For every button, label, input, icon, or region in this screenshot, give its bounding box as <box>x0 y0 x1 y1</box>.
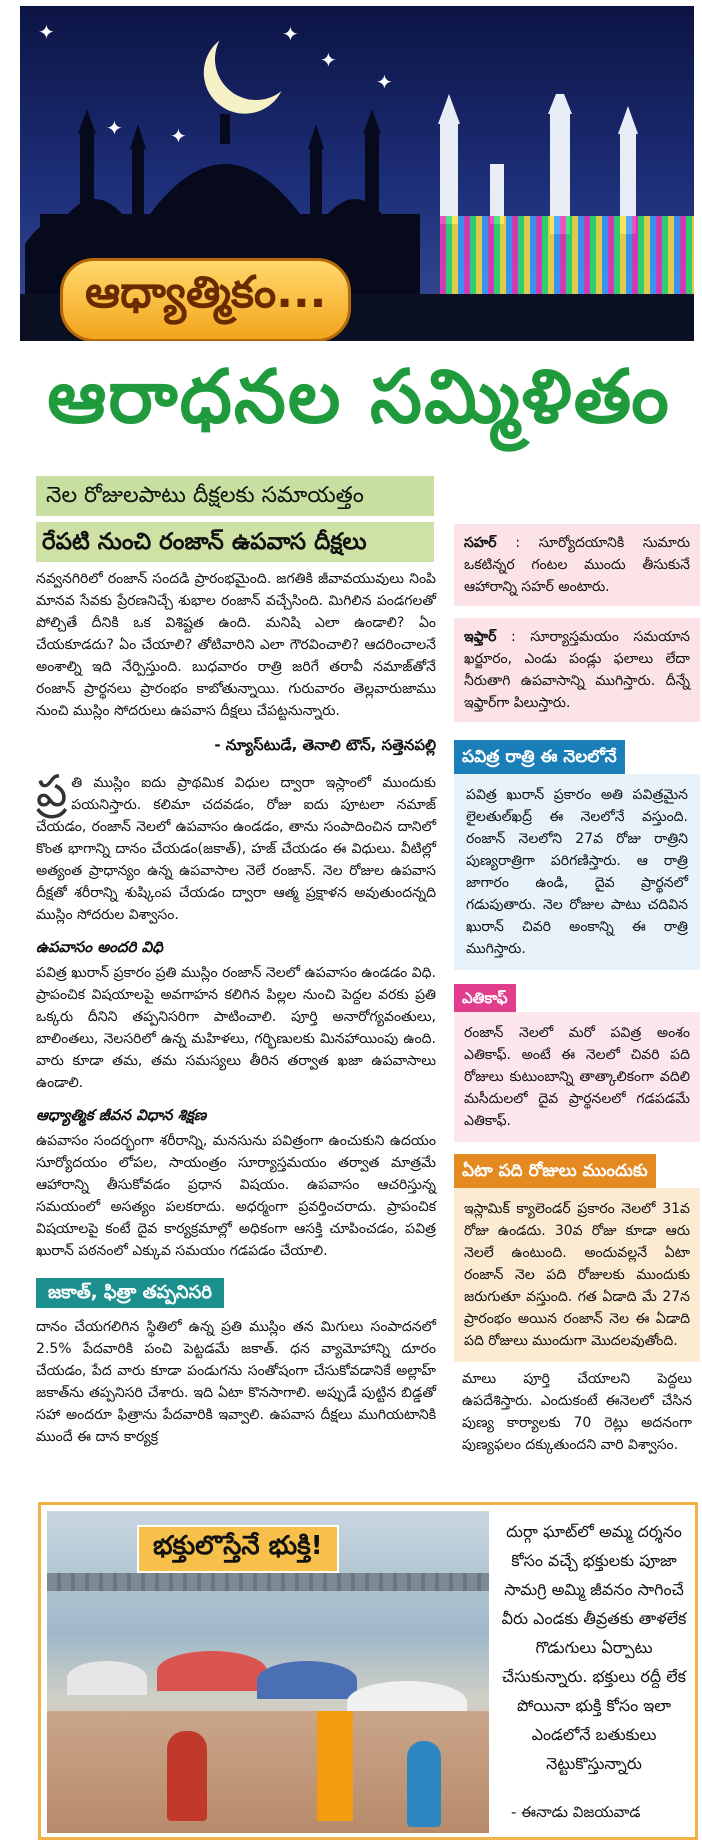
box-heading: పవిత్ర రాత్రి ఈ నెలలోనే <box>454 740 625 774</box>
vendor <box>407 1741 441 1827</box>
photo-story-title: భక్తులొస్తేనే భుక్తి! <box>137 1525 339 1573</box>
paragraph-text: తి ముస్లిం ఐదు ప్రాథమిక విధుల ద్వారా ఇస్లాంలో ముందుకు పయనిస్తారు. కలిమా చదవడం, రోజు ఐదు పూటలా నమాజ్ చేయడం, రంజాన్ నెలలో ఉపవాసం ఉండడం, తాను సంపాదించిన దానిలో కొంత భాగాన్ని దానం చేయడం(జకాత్), హజ్ చేయడం ఈ విధులు. వీటిల్లో అత్యంత ప్రాధాన్యం ఉన్న ఉపవాసాల నెలే రంజాన్. నెల రోజుల ఉపవాస దీక్షతో శరీరాన్ని శుష్కింప చేయడం ద్వారా ఆత్మ ప్రక్షాళన అవుతుందన్నది ముస్లిం సోదరుల విశ్వాసం. <box>36 775 436 923</box>
star-icon: ✦ <box>106 116 123 140</box>
paragraph <box>36 766 436 926</box>
byline: - న్యూస్‌టుడే, తెనాలి టౌన్, సత్తెనపల్లి <box>214 736 436 754</box>
photo-caption: దుర్గా ఘాట్‌లో అమ్మ దర్శనం కోసం వచ్చే భక్తులకు పూజా సామగ్రి అమ్మి జీవనం సాగించే వీరు ఎండకు తీవ్రతకు తాళలేక గొడుగులు ఏర్పాటు చేసుకున్నారు. భక్తులు రద్దీ లేక పోయినా భుక్తి కోసం ఇలా ఎండలోనే బతుకులు నెట్టుకొస్తున్నారు <box>501 1522 687 1773</box>
section-heading: ఆధ్యాత్మిక జీవన విధాన శిక్షణ <box>36 1106 207 1124</box>
main-headline: ఆరాధనల సమ్మిళితం <box>47 354 671 440</box>
itikaf-box: రంజాన్ నెలలో మరో పవిత్ర అంశం ఎతికాఫ్. అంటే ఈ నెలలో చివరి పది రోజులు కుటుంబాన్ని తాత్కాలికంగా వదిలి మసీదులలో దైవ ప్రార్థనలలో గడపడమే ఎతికాఫ్. <box>454 1012 700 1142</box>
term-label: సహర్ <box>464 535 497 551</box>
paragraph: ఉపవాసం సందర్భంగా శరీరాన్ని, మనసును పవిత్రంగా ఉంచుకుని ఉదయం సూర్యోదయం లోపల, సాయంత్రం సూర్యాస్తమయం తర్వాత మాత్రమే ఆహారాన్ని తీసుకోవడం ప్రధాన విషయం. ఉపవాసం ఆచరిస్తున్న సమయంలో అసత్యం పలకరాదు. అధర్మంగా ప్రవర్తించరాదు. ప్రాపంచిక విషయాలపై కంటే దైవ కార్యక్రమాల్లో అధికంగా ఆసక్తి చూపించడం, పవిత్ర ఖురాన్ పఠనంలో ఎక్కువ సమయం గడపడం చేయాలి. <box>36 1133 436 1259</box>
umbrella <box>67 1661 147 1695</box>
subheadline-1: నెల రోజులపాటు దీక్షలకు సమాయత్తం <box>36 476 434 516</box>
term-label: ఇఫ్తార్ <box>464 629 497 645</box>
star-icon: ✦ <box>170 124 187 148</box>
iftar-box <box>454 618 700 722</box>
star-icon: ✦ <box>376 70 393 94</box>
early-box: ఇస్లామిక్ క్యాలెండర్ ప్రకారం నెలలో 31వ రోజు ఉండదు. 30వ రోజు కూడా ఆరు నెలలే ఉంటుంది. అందువల్లనే ఏటా రంజాన్ నెల పది రోజులకు ముందుకు జరుగుతూ వస్తుంది. గత ఏడాది మే 27న ప్రారంభం అయిన రంజాన్ నెల ఈ ఏడాది పది రోజులు ముందుగా మొదలవుతోంది. <box>454 1188 700 1362</box>
subheadline-2: రేపటి నుంచి రంజాన్ ఉపవాస దీక్షలు <box>36 522 434 562</box>
box-heading: ఏటా పది రోజులు ముందుకు <box>454 1154 656 1188</box>
umbrella <box>157 1651 267 1691</box>
section-title: ఆధ్యాత్మికం... <box>60 258 351 341</box>
section-heading: ఉపవాసం అందరి విధి <box>36 938 163 956</box>
continuation-paragraph: మాలు పూర్తి చేయాలని పెద్దలు ఉపదేశిస్తారు. ఎందుకంటే ఈనెలలో చేసిన పుణ్య కార్యాలకు 70 రెట్లు అదనంగా పుణ్యఫలం దక్కుతుందని వారి విశ్వాసం. <box>462 1371 692 1453</box>
newspaper-page <box>14 6 700 1840</box>
paragraph: పవిత్ర ఖురాన్ ప్రకారం ప్రతి ముస్లిం రంజాన్ నెలలో ఉపవాసం ఉండడం విధి. ప్రాపంచిక విషయాలపై అవగాహన కలిగిన పిల్లల నుంచి పెద్దల వరకు ప్రతి ఒక్కరు దీనిని తప్పనిసరిగా పాటించాలి. పూర్తి అనారోగ్యవంతులు, బాలింతలు, నెలసరిలో ఉన్న మహిళలు, గర్భిణులకు మినహాయింపు ఉంది. వారు కూడా తమ, తమ సమస్యలు తీరిన తర్వాత ఖజా ఉపవాసాలు ఉండాలి. <box>36 965 436 1091</box>
photo-credit: - ఈనాడు విజయవాడ <box>511 1803 641 1821</box>
vendor <box>167 1731 207 1821</box>
right-column <box>454 524 700 1462</box>
left-column <box>36 568 436 1458</box>
ramadan-banner-image <box>20 6 694 341</box>
drop-cap: ప్ర <box>36 766 68 817</box>
bridge <box>47 1573 489 1591</box>
section-heading-box: జకాత్, ఫిత్రా తప్పనిసరి <box>36 1278 224 1308</box>
term-definition: : సూర్యోదయానికి సుమారు ఒకటిన్నర గంటల ముందు తీసుకునే ఆహారాన్ని సహర్ అంటారు. <box>464 535 690 595</box>
intro-paragraph: నవ్వనగిరిలో రంజాన్ సందడి ప్రారంభమైంది. జగతికి జీవావయువులు నింపి మానవ సేవకు ప్రేరణనిచ్చే శుభాల రంజాన్ వచ్చేసింది. మిగిలిన పండగలతో పోల్చితే దీనికి ఒక విశిష్టత ఉంది. మనిషి ఎలా ఉండాలి? ఏం చేయకూడదు? ఏం చేయాలి? తోటివారిని ఎలా గౌరవించాలి? ఆదరించాలనే అంశాల్ని ఇది నేర్పిస్తుంది. బుధవారం రాత్రి జరిగే తరావీ నమాజ్‌తోనే రంజాన్ ప్రార్థనలు ప్రారంభం కాబోతున్నాయి. గురువారం తెల్లవారుజాము నుంచి ముస్లిం సోదరులు ఉపవాస దీక్షలు చేపట్టనున్నారు. <box>36 571 436 719</box>
umbrella <box>257 1661 357 1699</box>
photo-story-box <box>38 1502 698 1840</box>
star-icon: ✦ <box>320 48 337 72</box>
star-icon: ✦ <box>282 22 299 46</box>
star-icon: ✦ <box>38 20 55 44</box>
flag <box>317 1711 353 1821</box>
paragraph: దానం చేయగలిగిన స్థితిలో ఉన్న ప్రతి ముస్లిం తన మిగులు సంపాదనలో 2.5% పేదవారికి పంచి పెట్టడమే జకాత్. ధన వ్యామోహాన్ని దూరం చేయడం, పేద వారు కూడా పండుగను సంతోషంగా చేసుకోవడానికే అల్లాహ్ జకాత్‌ను తప్పనిసరి చేశారు. ఇది ఏటా కొనసాగాలి. అప్పుడే పుట్టిన బిడ్డతో సహా అందరూ ఫిత్రాను పేదవారికి ఇవ్వాలి. ఉపవాస దీక్షలు ముగియటానికి ముందే ఈ దాన కార్యక్ర <box>36 1319 436 1445</box>
box-heading: ఎతికాఫ్ <box>454 984 516 1012</box>
term-definition: : సూర్యాస్తమయం సమయాన ఖర్జూరం, ఎండు పండ్లు ఫలాలు లేదా నీరుతాగి ఉపవాసాన్ని ముగిస్తారు. దీన్నే ఇఫ్తార్‌గా పిలుస్తారు. <box>464 629 690 711</box>
holy-night-box: పవిత్ర ఖురాన్ ప్రకారం అతి పవిత్రమైన లైలతుల్‌ఖద్ర్ ఈ నెలలోనే వస్తుంది. రంజాన్ నెలలోని 27వ రోజు రాత్రిని పుణ్యరాత్రిగా పరిగణిస్తారు. ఆ రాత్రి జాగారం ఉండి, దైవ ప్రార్థనలో గడుపుతారు. నెల రోజుల పాటు చదివిన ఖురాన్ చివరి అంకాన్ని ఈ రాత్రి ముగిస్తారు. <box>454 774 700 970</box>
sahar-box <box>454 524 700 606</box>
ghat-market-photo <box>47 1511 489 1833</box>
